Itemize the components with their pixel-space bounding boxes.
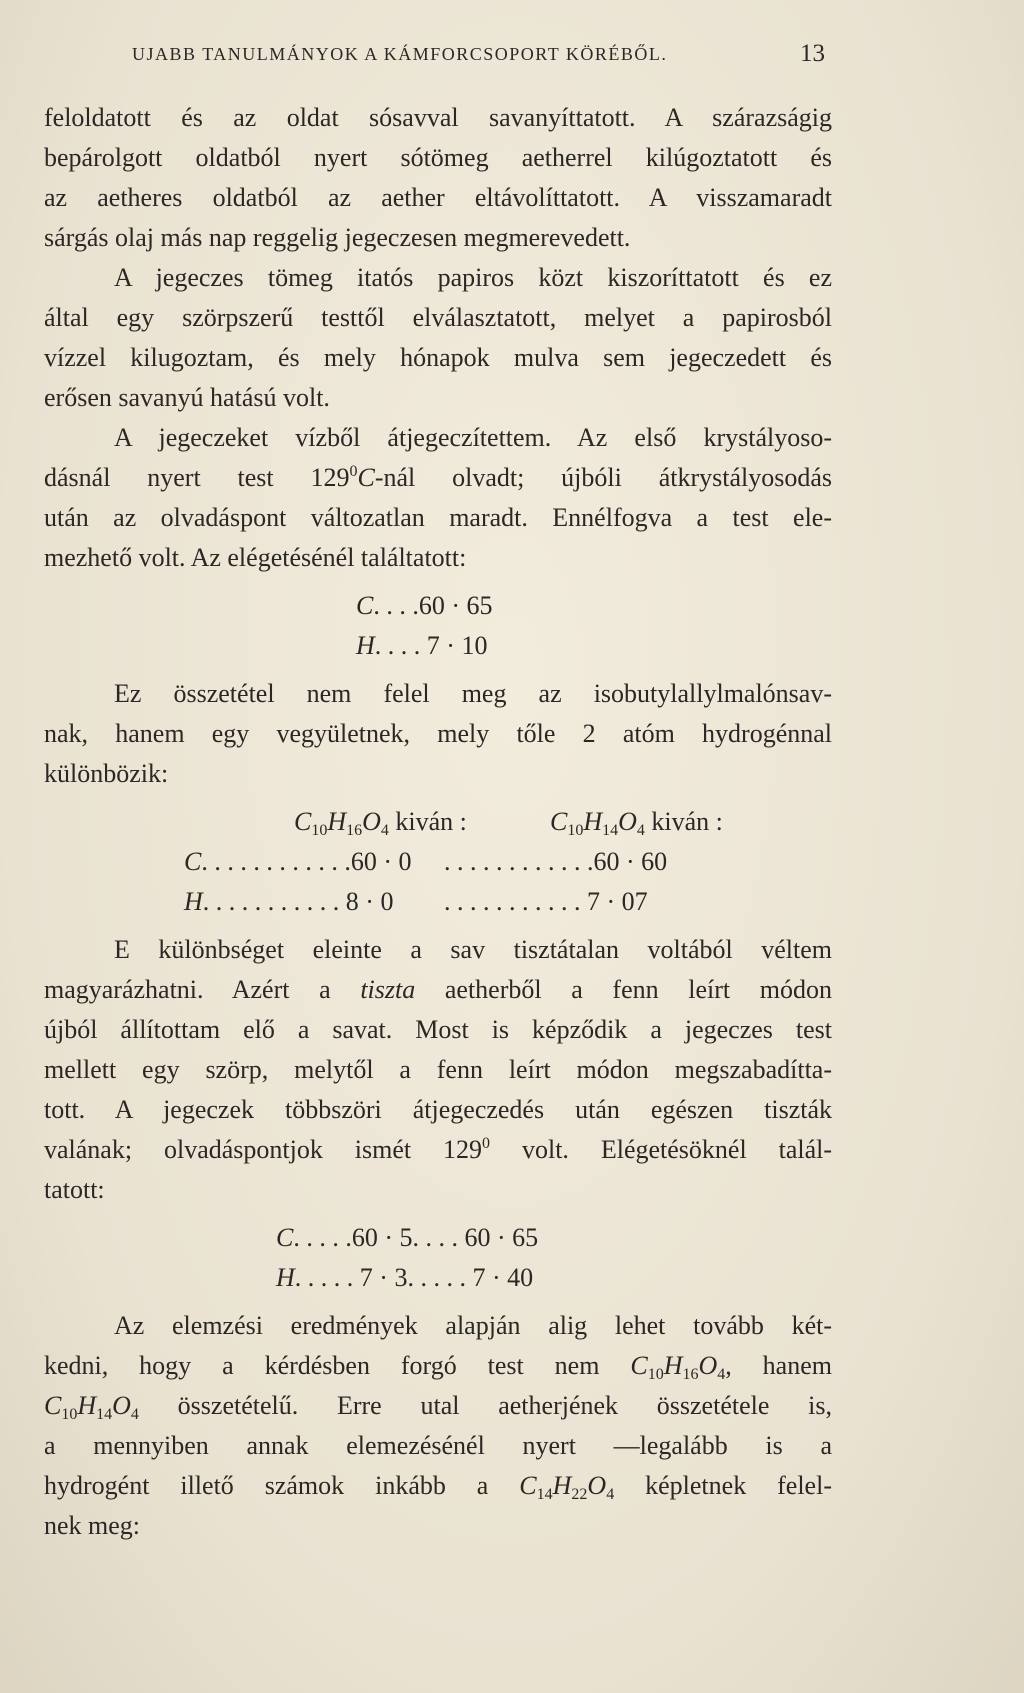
compare-row-c: C. . . . . . . . . . . .60 · 0 . . . . . . . . . . . .60 · 60 bbox=[184, 847, 668, 876]
formula-b: $C_{10}H_{14}O_4$ kiván : bbox=[550, 807, 723, 839]
text-line: mellett egy szörp, melytől a fenn leírt módon megszabadítta- bbox=[44, 1055, 832, 1084]
text-line: Az elemzési eredmények alapján alig lehet tovább két- bbox=[114, 1311, 832, 1340]
text-line: újból állítottam elő a savat. Most is képződik a jegeczes test bbox=[44, 1015, 832, 1044]
text-line: által egy szörpszerű testtől elválasztatott, melyet a papirosból bbox=[44, 303, 832, 332]
text-line: nek meg: bbox=[44, 1511, 141, 1540]
text-line: kedni, hogy a kérdésben forgó test nem $C_{10}H_{16}O_4$, hanem bbox=[44, 1351, 832, 1383]
running-title: UJABB TANULMÁNYOK A KÁMFORCSOPORT KÖRÉBŐL. bbox=[132, 44, 668, 64]
text-line: erősen savanyú hatású volt. bbox=[44, 383, 330, 412]
text-line: valának; olvadáspontjok ismét $129^0$ volt. Elégetésöknél talál- bbox=[44, 1135, 833, 1164]
text-line: bepárolgott oldatból nyert sótömeg aetherrel kilúgoztatott és bbox=[44, 143, 832, 172]
text-line: A jegeczes tömeg itatós papiros közt kiszoríttatott és ez bbox=[114, 263, 832, 292]
text-line: nak, hanem egy vegyületnek, mely tőle 2 atóm hydrogénnal bbox=[44, 719, 832, 748]
text-line: sárgás olaj más nap reggelig jegeczesen megmerevedett. bbox=[44, 223, 631, 252]
text-line: dásnál nyert test $129^0C$-nál olvadt; újbóli átkrystályosodás bbox=[44, 463, 832, 492]
formula-a: $C_{10}H_{16}O_4$ kiván : bbox=[294, 807, 467, 839]
text-line: után az olvadáspont változatlan maradt. Ennélfogva a test ele- bbox=[44, 503, 832, 532]
text-line: hydrogént illető számok inkább a $C_{14}H_{22}O_4$ képletnek felel- bbox=[44, 1471, 832, 1503]
text-line: A jegeczeket vízből átjegeczítettem. Az első krystályoso- bbox=[114, 423, 832, 452]
text-line: mezhető volt. Az elégetésénél találtatott: bbox=[44, 543, 467, 572]
text-line: tott. A jegeczek többszöri átjegeczedés után egészen tiszták bbox=[44, 1095, 832, 1124]
text-line: a mennyiben annak elemezésénél nyert —legalább is a bbox=[44, 1431, 832, 1460]
text-line: különbözik: bbox=[44, 759, 169, 788]
text-line: tatott: bbox=[44, 1175, 105, 1204]
text-line: feloldatott és az oldat sósavval savanyíttatott. A szárazságig bbox=[44, 103, 832, 132]
analysis2-row-c: C. . . . .60 · 5. . . . 60 · 65 bbox=[276, 1223, 539, 1252]
text-line: vízzel kilugoztam, és mely hónapok mulva sem jegeczedett és bbox=[44, 343, 832, 372]
page-number: 13 bbox=[800, 40, 825, 67]
formula-header-row bbox=[44, 802, 832, 842]
text-line: Ez összetétel nem felel meg az isobutylallylmalónsav- bbox=[114, 679, 832, 708]
analysis2-row-h: H. . . . . 7 · 3. . . . . 7 · 40 bbox=[276, 1263, 534, 1292]
text-line: $C_{10}H_{14}O_4$ összetételű. Erre utal aetherjének összetétele is, bbox=[44, 1391, 832, 1423]
text-line: az aetheres oldatból az aether eltávolíttatott. A visszamaradt bbox=[44, 183, 832, 212]
analysis-row-c: C. . . .60 · 65 bbox=[356, 591, 493, 620]
compare-row-h: H. . . . . . . . . . . 8 · 0 . . . . . . . . . . . 7 · 07 bbox=[184, 887, 648, 916]
text-line: magyarázhatni. Azért a tiszta aetherből a fenn leírt módon bbox=[44, 975, 833, 1004]
analysis-row-h: H. . . . 7 · 10 bbox=[356, 631, 488, 660]
page-body bbox=[44, 98, 832, 1546]
text-line: E különbséget eleinte a sav tisztátalan voltából véltem bbox=[114, 935, 832, 964]
